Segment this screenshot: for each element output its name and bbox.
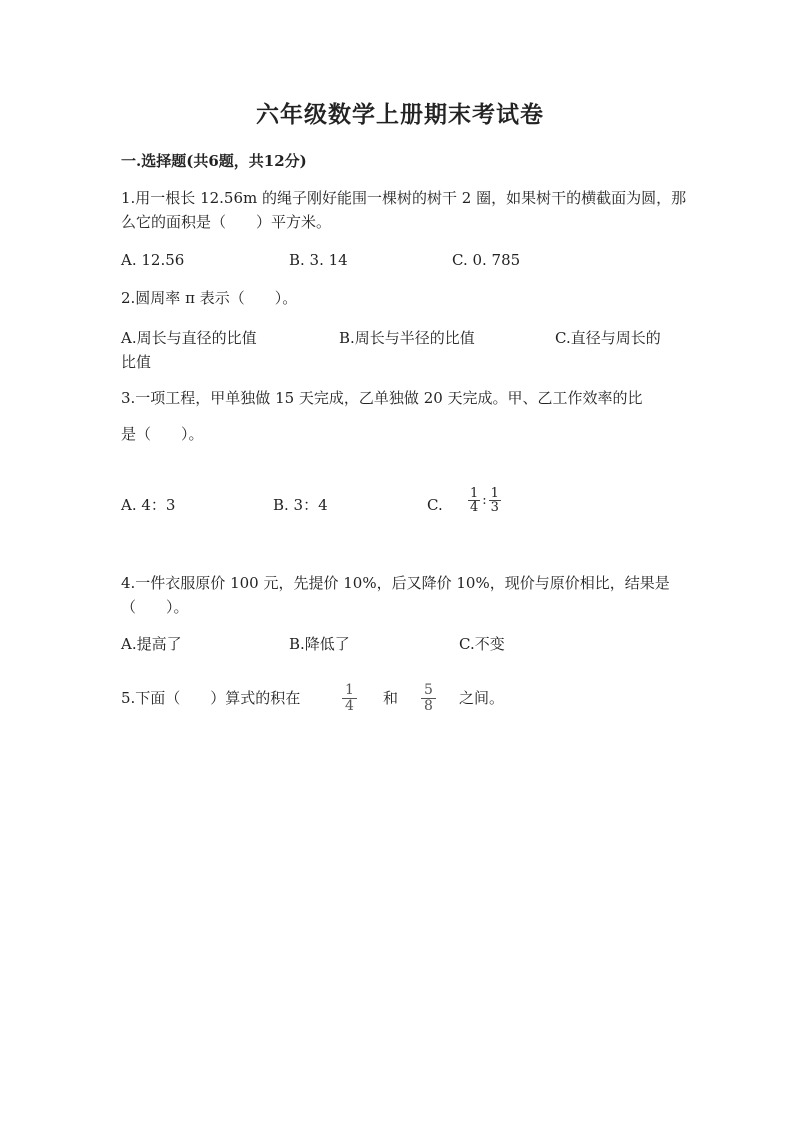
q2-option-b: B.周长与半径的比值 — [339, 329, 475, 347]
question-2: 2.圆周率 π 表示（ ）。 — [121, 289, 298, 307]
question-1: 1.用一根长 12.56m 的绳子刚好能围一棵树的树干 2 圈，如果树干的横截面为圆，那么它的面积是（ ）平方米。 — [121, 189, 687, 231]
q4-option-a: A.提高了 — [121, 635, 182, 653]
ratio-colon: : — [482, 493, 487, 508]
fraction-one-quarter: $\frac{1}{4}$ — [470, 486, 479, 515]
q3-option-c: C. — [427, 496, 443, 514]
question-5-part2: 和 — [383, 689, 399, 707]
q1-option-c: C. 0. 785 — [452, 251, 521, 269]
q4-option-c: C.不变 — [459, 635, 505, 653]
q5-fraction-1: $\frac{1}{4}$ — [342, 683, 357, 714]
q2-option-a: A.周长与直径的比值 — [121, 329, 257, 347]
question-5-part1: 5.下面（ ）算式的积在 — [121, 689, 301, 707]
question-4: 4.一件衣服原价 100 元，先提价 10%，后又降价 10%，现价与原价相比，结果是（ ）。 — [121, 574, 670, 616]
q1-option-a: A. 12.56 — [121, 251, 185, 269]
section-heading: 一.选择题(共6题，共12分) — [121, 152, 307, 170]
q3-option-b: B. 3：4 — [273, 496, 328, 514]
q3-option-a: A. 4：3 — [121, 496, 176, 514]
q3-option-c-ratio — [466, 487, 503, 514]
question-3-line2: 是（ ）。 — [121, 425, 204, 443]
q1-option-b: B. 3. 14 — [289, 251, 348, 269]
q4-option-b: B.降低了 — [289, 635, 350, 653]
page-title: 六年级数学上册期末考试卷 — [256, 101, 544, 128]
fraction-one-third: $\frac{1}{3}$ — [490, 486, 499, 515]
question-3-line1: 3.一项工程，甲单独做 15 天完成，乙单独做 20 天完成。甲、乙工作效率的比 — [121, 389, 643, 407]
question-5-part3: 之间。 — [459, 689, 505, 707]
q2-option-c: C.直径与周长的比值 — [121, 329, 661, 371]
q5-fraction-2: $\frac{5}{8}$ — [421, 683, 436, 714]
